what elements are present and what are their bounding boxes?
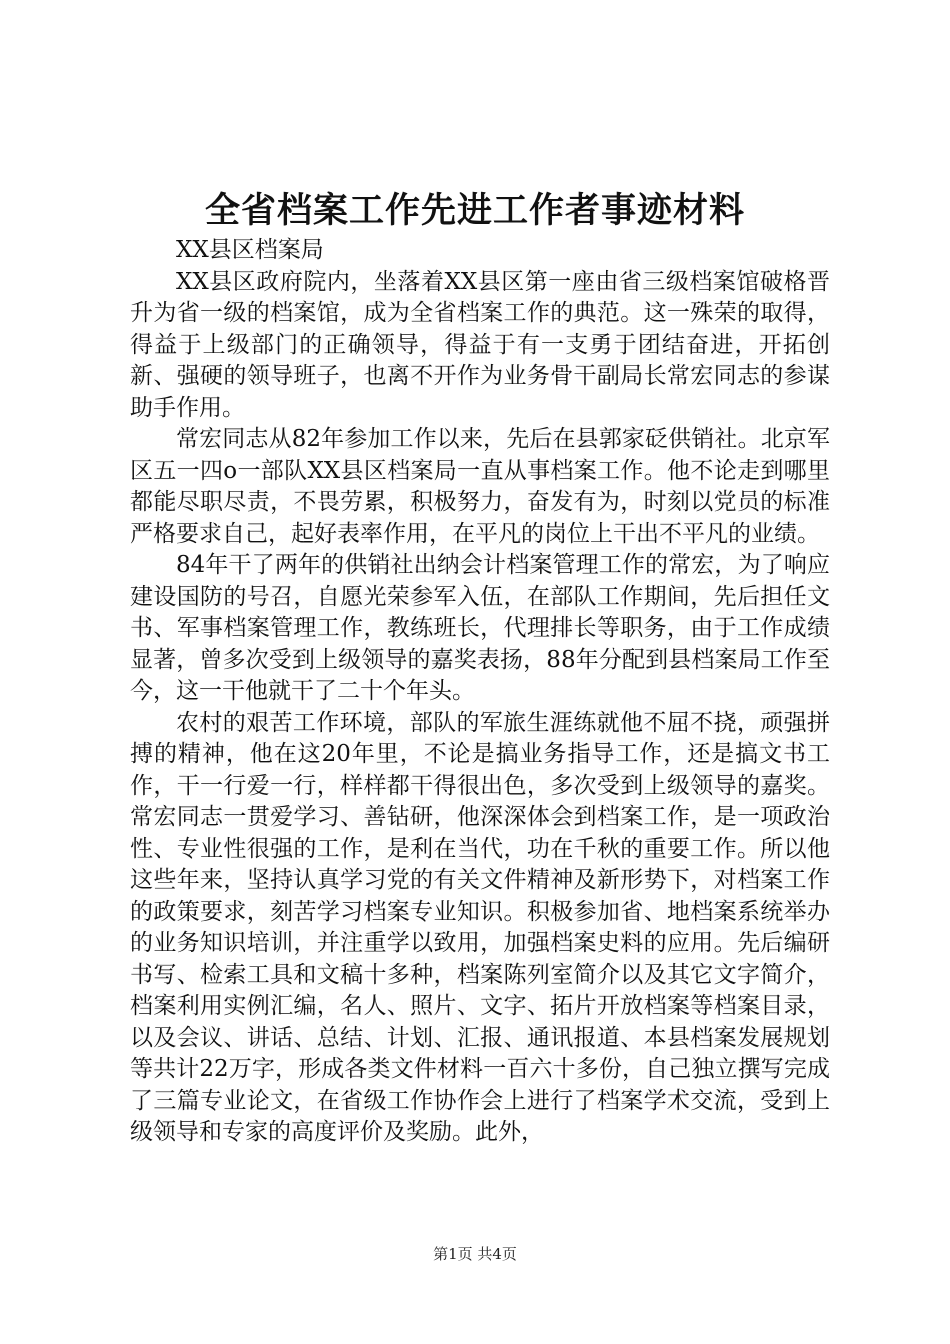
document-title: 全省档案工作先进工作者事迹材料 <box>204 190 745 231</box>
paragraph: XX县区政府院内，坐落着XX县区第一座由省三级档案馆破格晋升为省一级的档案馆，成为全省档案工作的典范。这一殊荣的取得，得益于上级部门的正确领导，得益于有一支勇于团结奋进，开拓创新、强硬的领导班子，也离不开作为业务骨干副局长常宏同志的参谋助手作用。 <box>130 268 830 421</box>
document-body <box>130 235 830 1149</box>
paragraph: 84年干了两年的供销社出纳会计档案管理工作的常宏，为了响应建设国防的号召，自愿光荣参军入伍，在部队工作期间，先后担任文书、军事档案管理工作，教练班长，代理排长等职务，由于工作成绩显著，曾多次受到上级领导的嘉奖表扬，88年分配到县档案局工作至今，这一干他就干了二十个年头。 <box>130 552 830 704</box>
paragraph: 常宏同志从82年参加工作以来，先后在县郭家砭供销社。北京军区五一四o一部队XX县区档案局一直从事档案工作。他不论走到哪里都能尽职尽责，不畏劳累，积极努力，奋发有为，时刻以党员的标准严格要求自己，起好表率作用，在平凡的岗位上干出不平凡的业绩。 <box>130 426 830 547</box>
author-line: XX县区档案局 <box>176 237 324 263</box>
paragraph: 农村的艰苦工作环境，部队的军旅生涯练就他不屈不挠，顽强拼搏的精神，他在这20年里，不论是搞业务指导工作，还是搞文书工作，干一行爱一行，样样都干得很出色，多次受到上级领导的嘉奖。常宏同志一贯爱学习、善钻研，他深深体会到档案工作，是一项政治性、专业性很强的工作，是利在当代，功在千秋的重要工作。所以他这些年来，坚持认真学习党的有关文件精神及新形势下，对档案工作的政策要求，刻苦学习档案专业知识。积极参加省、地档案系统举办的业务知识培训，并注重学以致用，加强档案史料的应用。先后编研书写、检索工具和文稿十多种，档案陈列室简介以及其它文字简介，档案利用实例汇编，名人、照片、文字、拓片开放档案等档案目录，以及会议、讲话、总结、计划、汇报、通讯报道、本县档案发展规划等共计22万字，形成各类文件材料一百六十多份，自己独立撰写完成了三篇专业论文，在省级工作协作会上进行了档案学术交流，受到上级领导和专家的高度评价及奖励。此外， <box>130 709 830 1145</box>
page-number-footer: 第1页 共4页 <box>433 1245 517 1263</box>
